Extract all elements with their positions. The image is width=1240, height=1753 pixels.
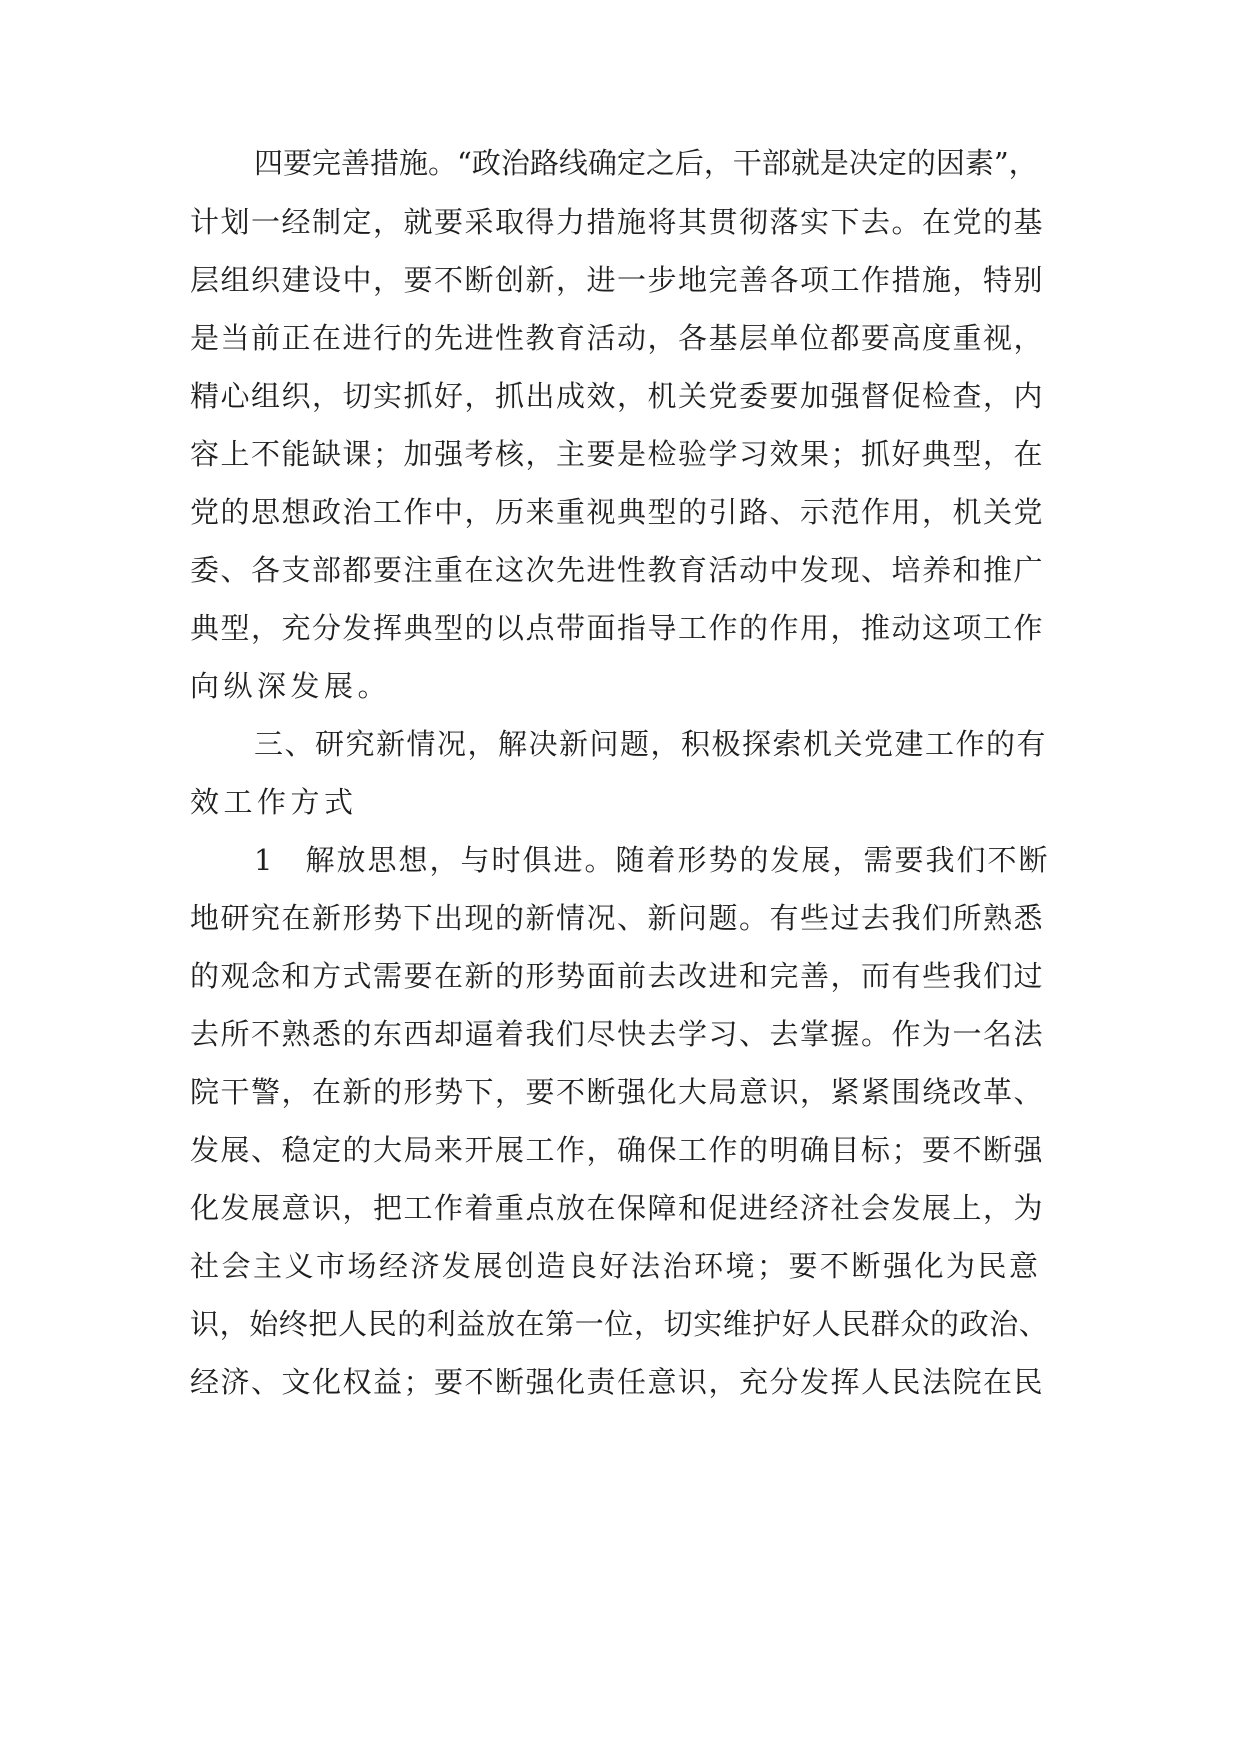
text-line: 识，始终把人民的利益放在第一位，切实维护好人民群众的政治、 [190,1307,1049,1341]
text-line: 是当前正在进行的先进性教育活动，各基层单位都要高度重视， [190,321,1045,355]
text-line: 层组织建设中，要不断创新，进一步地完善各项工作措施，特别 [190,263,1045,297]
text-line: 1 解放思想，与时俱进。随着形势的发展，需要我们不断 [254,843,1050,877]
text-line: 院干警，在新的形势下，要不断强化大局意识，紧紧围绕改革、 [190,1075,1045,1109]
section-heading-line: 效工作方式 [190,785,358,819]
text-line: 经济、文化权益；要不断强化责任意识，充分发挥人民法院在民 [190,1365,1045,1399]
text-line: 计划一经制定，就要采取得力措施将其贯彻落实下去。在党的基 [190,205,1045,239]
text-line: 四要完善措施。“政治路线确定之后，干部就是决定的因素”， [254,146,1038,180]
text-line: 典型，充分发挥典型的以点带面指导工作的作用，推动这项工作 [190,611,1045,645]
text-line: 委、各支部都要注重在这次先进性教育活动中发现、培养和推广 [190,553,1045,587]
text-line: 地研究在新形势下出现的新情况、新问题。有些过去我们所熟悉 [190,901,1045,935]
text-line: 社会主义市场经济发展创造良好法治环境；要不断强化为民意 [190,1249,1041,1283]
text-line: 去所不熟悉的东西却逼着我们尽快去学习、去掌握。作为一名法 [190,1017,1045,1051]
section-heading-line: 三、研究新情况，解决新问题，积极探索机关党建工作的有 [254,727,1048,761]
text-line: 精心组织，切实抓好，抓出成效，机关党委要加强督促检查，内 [190,379,1045,413]
text-line: 化发展意识，把工作着重点放在保障和促进经济社会发展上，为 [190,1191,1045,1225]
text-line: 发展、稳定的大局来开展工作，确保工作的明确目标；要不断强 [190,1133,1045,1167]
text-line: 的观念和方式需要在新的形势面前去改进和完善，而有些我们过 [190,959,1045,993]
text-line: 党的思想政治工作中，历来重视典型的引路、示范作用，机关党 [190,495,1045,529]
text-line: 容上不能缺课；加强考核，主要是检验学习效果；抓好典型，在 [190,437,1045,471]
text-line: 向纵深发展。 [190,669,392,703]
